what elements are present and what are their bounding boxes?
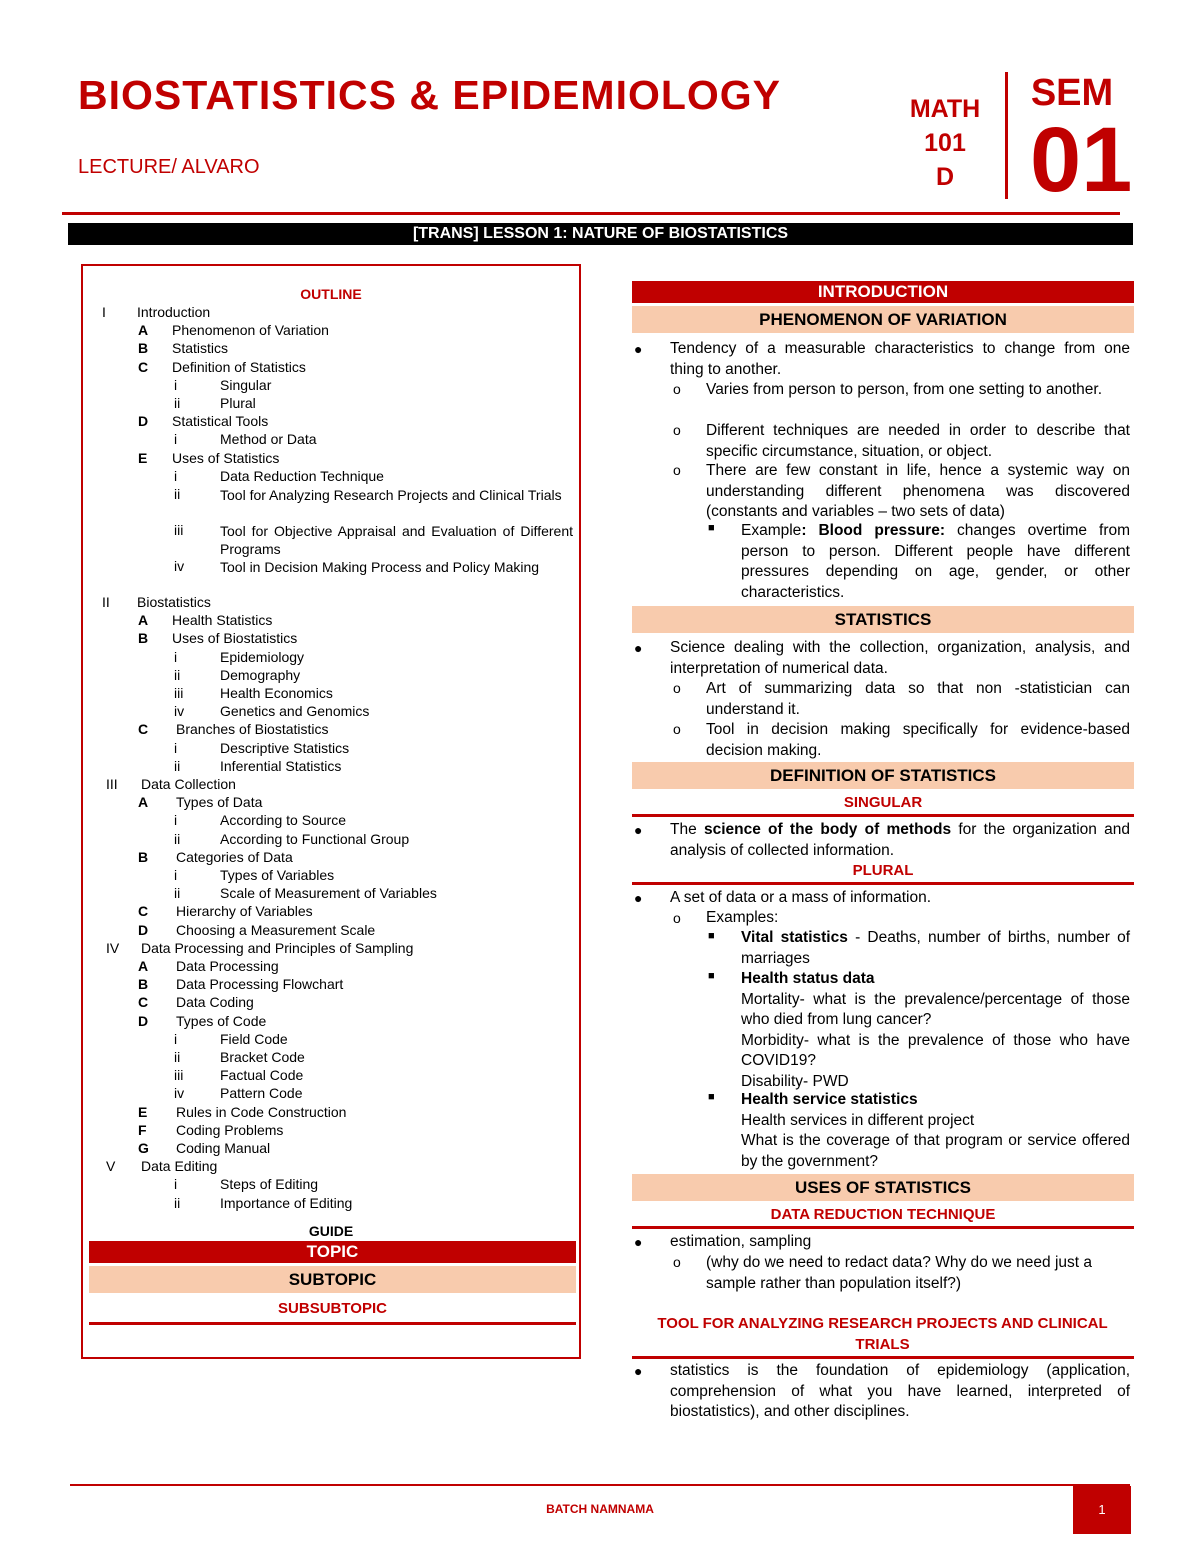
outline-item-text: Types of Code	[176, 1012, 267, 1029]
st-sub-1: Art of summarizing data so that non -statistician can understand it.	[706, 680, 1130, 718]
outline-item-text: Health Statistics	[172, 612, 273, 629]
outline-item-number: ii	[174, 1049, 181, 1065]
outline-item-text: Choosing a Measurement Scale	[176, 921, 376, 938]
guide-title: GUIDE	[308, 1223, 354, 1239]
outline-item-text: Hierarchy of Variables	[176, 903, 313, 920]
outline-item-text: Health Economics	[220, 685, 333, 701]
outline-item-number: IV	[106, 939, 120, 956]
outline-item-text: Data Collection	[141, 776, 236, 792]
outline-item-number: C	[138, 994, 149, 1011]
outline-item-text: Coding Problems	[176, 1121, 284, 1138]
outline-item-text: Definition of Statistics	[172, 358, 306, 375]
vital-rest: - Deaths, number of births, number of marriages	[741, 929, 1130, 967]
outline-item-text: Phenomenon of Variation	[172, 322, 329, 339]
outline-item-number: ii	[174, 395, 181, 411]
outline-item-text: Method or Data	[220, 431, 317, 448]
outline-item-text: Steps of Editing	[220, 1176, 319, 1193]
singular-bold: science of the body of methods	[703, 821, 952, 838]
outline-item-number: C	[138, 358, 149, 375]
subsubtopic-tool-analyzing: TOOL FOR ANALYZING RESEARCH PROJECTS AND CLINICAL TRIALS	[657, 1315, 1108, 1353]
circle-bullet-icon: o	[673, 1254, 681, 1270]
outline-item-number: A	[138, 794, 149, 811]
square-bullet-icon: ■	[708, 970, 715, 982]
outline-item-number: B	[138, 630, 149, 647]
outline-item-text: According to Functional Group	[220, 830, 410, 847]
outline-item-text: Genetics and Genomics	[220, 703, 370, 720]
outline-item-number: i	[174, 739, 178, 756]
outline-item-text: Bracket Code	[220, 1049, 305, 1065]
bullet-icon: ●	[634, 890, 643, 906]
hsd-line-2: Morbidity- what is the prevalence of those who have COVID19?	[741, 1031, 1130, 1069]
outline-item-text: Demography	[220, 666, 301, 683]
bullet-icon: ●	[634, 1363, 643, 1379]
lecture-label: LECTURE/ ALVARO	[78, 156, 260, 178]
outline-item-number: i	[174, 431, 178, 448]
outline-item-text: Types of Variables	[220, 867, 335, 883]
outline-item-number: II	[102, 594, 110, 610]
outline-item-text: Descriptive Statistics	[220, 739, 350, 756]
outline-item-number: D	[138, 413, 149, 430]
outline-item-number: i	[174, 648, 178, 665]
outline-item-number: iv	[174, 1085, 185, 1102]
st-sub-2: Tool in decision making specifically for evidence-based decision making.	[706, 721, 1130, 759]
guide-subsubtopic: SUBSUBTOPIC	[89, 1296, 576, 1325]
singular-bullet	[670, 820, 1130, 861]
hsd-line-3: Disability- PWD	[741, 1072, 849, 1090]
outline-item-number: A	[138, 322, 149, 339]
outline-item-number: ii	[174, 666, 181, 683]
plural-bullet: A set of data or a mass of information.	[670, 889, 932, 906]
singular-post: for the organization and analysis of collected information.	[670, 821, 1130, 859]
outline-item-number: C	[138, 903, 149, 920]
outline-item-text: Importance of Editing	[220, 1194, 353, 1211]
outline-item-number: V	[106, 1158, 116, 1175]
outline-item-number: ii	[174, 1194, 181, 1211]
outline-item-text: Tool in Decision Making Process and Policy Making	[220, 559, 540, 575]
outline-item-text: Categories of Data	[176, 848, 293, 865]
outline-item-text: Coding Manual	[176, 1140, 271, 1156]
subsubtopic-data-reduction: DATA REDUCTION TECHNIQUE	[632, 1206, 1134, 1229]
square-bullet-icon: ■	[708, 930, 715, 942]
square-bullet-icon: ■	[708, 522, 715, 534]
outline-item-text: Data Processing	[176, 958, 279, 974]
health-status-data	[741, 969, 1130, 1092]
bullet-icon: ●	[634, 822, 643, 838]
outline-item-number: i	[174, 1030, 178, 1047]
outline-item-number: i	[174, 376, 178, 393]
outline-item-number: B	[138, 976, 149, 993]
circle-bullet-icon: o	[673, 680, 681, 696]
tool-bullet: statistics is the foundation of epidemiology (application, comprehension of what you have learned, interpreted of biostatistics), and other disciplines.	[670, 1362, 1130, 1420]
lesson-banner: [TRANS] LESSON 1: NATURE OF BIOSTATISTICS	[68, 223, 1133, 245]
drt-sub: (why do we need to redact data? Why do we need just a sample rather than population itself?)	[706, 1254, 1093, 1292]
hsd-bold: Health status data	[741, 970, 875, 987]
outline-item-text: Singular	[220, 376, 272, 393]
outline-item-text: Field Code	[220, 1030, 288, 1047]
outline-item-number: ii	[174, 486, 181, 502]
outline-item-text: Inferential Statistics	[220, 757, 342, 774]
outline-item-number: A	[138, 958, 149, 974]
pv-sub-2: Different techniques are needed in order to describe that specific circumstance, situation, or object.	[706, 422, 1130, 460]
outline-item-text: Data Editing	[141, 1158, 218, 1175]
square-bullet-icon: ■	[708, 1091, 715, 1103]
circle-bullet-icon: o	[673, 381, 681, 397]
hss-line-2: What is the coverage of that program or service offered by the government?	[741, 1132, 1130, 1170]
outline-item-text: Biostatistics	[137, 594, 211, 610]
st-bullet-1: Science dealing with the collection, organization, analysis, and interpretation of numerical data.	[670, 639, 1130, 677]
subsubtopic-singular: SINGULAR	[632, 794, 1134, 817]
outline-item-number: B	[138, 340, 149, 357]
course-line-3: D	[935, 163, 955, 191]
outline-item-text: Plural	[220, 395, 256, 411]
outline-item-number: ii	[174, 757, 181, 774]
header-rule	[62, 212, 1120, 215]
outline-item-number: I	[102, 304, 106, 320]
outline-item-text: Scale of Measurement of Variables	[220, 885, 437, 902]
outline-item-text: Data Processing and Principles of Sampling	[141, 939, 414, 956]
outline-item-text: Epidemiology	[220, 648, 305, 665]
batch-label: BATCH NAMNAMA	[546, 1502, 654, 1516]
bullet-icon: ●	[634, 341, 643, 357]
outline-item-number: F	[138, 1121, 147, 1138]
header-divider	[1005, 72, 1008, 199]
subtopic-uses: USES OF STATISTICS	[632, 1174, 1134, 1201]
outline-item-text: Data Processing Flowchart	[176, 976, 344, 993]
outline-item-text: Branches of Biostatistics	[176, 721, 329, 738]
guide-topic: TOPIC	[89, 1241, 576, 1263]
outline-item-text: Statistics	[172, 340, 229, 357]
outline-item-text: Tool for Analyzing Research Projects and Clinical Trials	[220, 487, 562, 503]
subsubtopic-rule	[632, 1356, 1134, 1359]
outline-item-number: iii	[174, 1067, 184, 1084]
outline-item-number: G	[138, 1140, 149, 1156]
course-line-2: 101	[924, 129, 966, 157]
page-number: 1	[1073, 1486, 1131, 1534]
outline-item-number: III	[106, 776, 118, 792]
outline-item-text: Data Coding	[176, 994, 254, 1011]
outline-item-number: iii	[174, 522, 184, 538]
hsd-line-1: Mortality- what is the prevalence/percentage of those who died from lung cancer?	[741, 990, 1130, 1028]
circle-bullet-icon: o	[673, 422, 681, 438]
outline-item-number: i	[174, 467, 178, 484]
outline-item-number: iii	[174, 685, 184, 701]
vital-bold: Vital statistics	[741, 929, 848, 946]
example-label: Example	[741, 522, 802, 539]
bullet-icon: ●	[634, 640, 643, 656]
sem-label: SEM	[1030, 72, 1114, 114]
outline-item-number: iv	[174, 558, 185, 574]
outline-item-text: Statistical Tools	[172, 413, 269, 430]
hss-line-1: Health services in different project	[741, 1111, 975, 1129]
sem-number: 01	[1030, 109, 1133, 211]
subtopic-statistics: STATISTICS	[632, 606, 1134, 633]
footer-rule	[70, 1484, 1130, 1486]
circle-bullet-icon: o	[673, 721, 681, 737]
outline-item-number: A	[138, 612, 149, 629]
course-line-1: MATH	[909, 95, 981, 123]
example-rest: changes overtime from person to person. Different people have different pressures depending on age, gender, or other characteristics.	[741, 522, 1131, 601]
outline-item-text: Factual Code	[220, 1067, 304, 1084]
outline-title: OUTLINE	[300, 286, 362, 302]
course-code	[902, 92, 988, 194]
guide-subtopic: SUBTOPIC	[89, 1266, 576, 1293]
pv-sub-1: Varies from person to person, from one setting to another.	[706, 381, 1103, 398]
hss-bold: Health service statistics	[741, 1091, 918, 1108]
outline-item-text: Uses of Statistics	[172, 449, 280, 466]
pv-sub-3: There are few constant in life, hence a systemic way on understanding different phenomena was discovered (constants and variables – two sets of data)	[706, 462, 1130, 520]
outline-item-number: D	[138, 1012, 149, 1029]
outline-item-number: D	[138, 921, 149, 938]
outline-item-number: i	[174, 812, 178, 829]
plural-examples: Examples:	[706, 909, 779, 926]
circle-bullet-icon: o	[673, 462, 681, 478]
subtopic-phenomenon: PHENOMENON OF VARIATION	[632, 306, 1134, 333]
outline-item-number: ii	[174, 830, 181, 847]
outline-item-number: B	[138, 848, 149, 865]
pv-example: Example: Blood pressure: changes overtime from person to person. Different people have different pressures depending on age, gender, or other characteristics.	[741, 522, 1131, 601]
example-bold: Blood pressure:	[818, 522, 946, 539]
drt-bullet: estimation, sampling	[670, 1233, 812, 1250]
outline-item-text: Types of Data	[176, 794, 263, 811]
outline-item-text: Rules in Code Construction	[176, 1103, 347, 1120]
subsubtopic-plural: PLURAL	[632, 862, 1134, 885]
outline-item-number: E	[138, 1103, 148, 1120]
pv-bullet-1: Tendency of a measurable characteristics to change from one thing to another.	[670, 340, 1130, 378]
bullet-icon: ●	[634, 1234, 643, 1250]
health-service-statistics	[741, 1090, 1130, 1172]
outline-item-text: Tool for Objective Appraisal and Evaluation of Different Programs	[220, 523, 573, 557]
outline-item-number: ii	[174, 885, 181, 902]
outline-item-number: C	[138, 721, 149, 738]
vital-statistics	[741, 928, 1130, 969]
singular-pre: The	[670, 821, 697, 838]
outline-item-number: i	[174, 867, 178, 883]
circle-bullet-icon: o	[673, 910, 681, 926]
outline-item-text: Introduction	[137, 304, 211, 320]
document-title: BIOSTATISTICS & EPIDEMIOLOGY	[78, 72, 782, 118]
topic-introduction: INTRODUCTION	[632, 281, 1134, 303]
outline-item-text: Data Reduction Technique	[220, 467, 384, 484]
outline-item-text: Pattern Code	[220, 1085, 303, 1102]
outline-item-number: E	[138, 449, 148, 466]
subtopic-definition: DEFINITION OF STATISTICS	[632, 762, 1134, 789]
outline-item-number: iv	[174, 703, 185, 720]
outline-item-number: i	[174, 1176, 178, 1193]
outline-item-text: According to Source	[220, 812, 347, 829]
outline-item-text: Uses of Biostatistics	[172, 630, 298, 647]
